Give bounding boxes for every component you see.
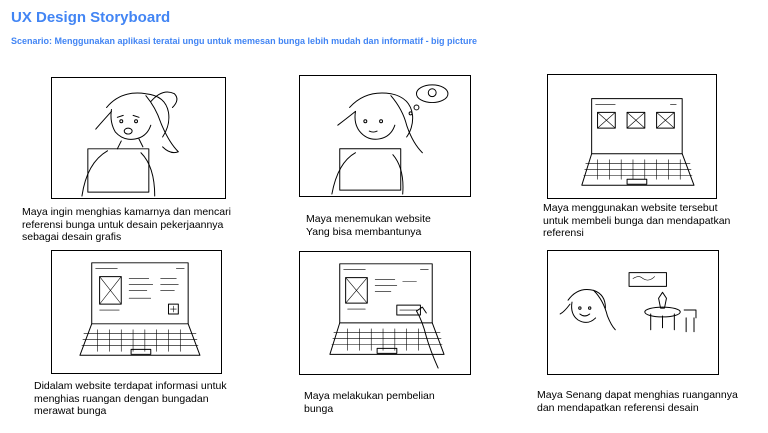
panel-5-caption: Maya melakukan pembelian bunga [304, 390, 435, 415]
storyboard-panel-1 [51, 77, 226, 199]
sketch-girl-worried [52, 78, 225, 198]
page-title: UX Design Storyboard [11, 9, 171, 26]
storyboard-panel-6 [547, 250, 719, 375]
sketch-laptop-buy [300, 252, 470, 374]
sketch-girl-happy-room [548, 251, 718, 374]
storyboard-panel-5 [299, 251, 471, 375]
sketch-laptop-products [548, 75, 716, 198]
panel-1-caption: Maya ingin menghias kamarnya dan mencari referensi bunga untuk desain pekerjaannya sebagai desain grafis [22, 206, 231, 243]
sketch-girl-idea [300, 76, 470, 196]
panel-2-caption: Maya menemukan website Yang bisa membantunya [306, 213, 431, 238]
sketch-laptop-info [52, 251, 221, 373]
storyboard-panel-4 [51, 250, 222, 374]
storyboard-panel-3 [547, 74, 717, 199]
storyboard-panel-2 [299, 75, 471, 197]
panel-4-caption: Didalam website terdapat informasi untuk menghias ruangan dengan bungadan merawat bunga [34, 380, 227, 417]
panel-6-caption: Maya Senang dapat menghias ruangannya dan mendapatkan referensi desain [537, 389, 738, 414]
panel-3-caption: Maya menggunakan website tersebut untuk membeli bunga dan mendapatkan referensi [543, 202, 731, 239]
scenario-subtitle: Scenario: Menggunakan aplikasi teratai ungu untuk memesan bunga lebih mudah dan informatif - big picture [11, 36, 478, 46]
